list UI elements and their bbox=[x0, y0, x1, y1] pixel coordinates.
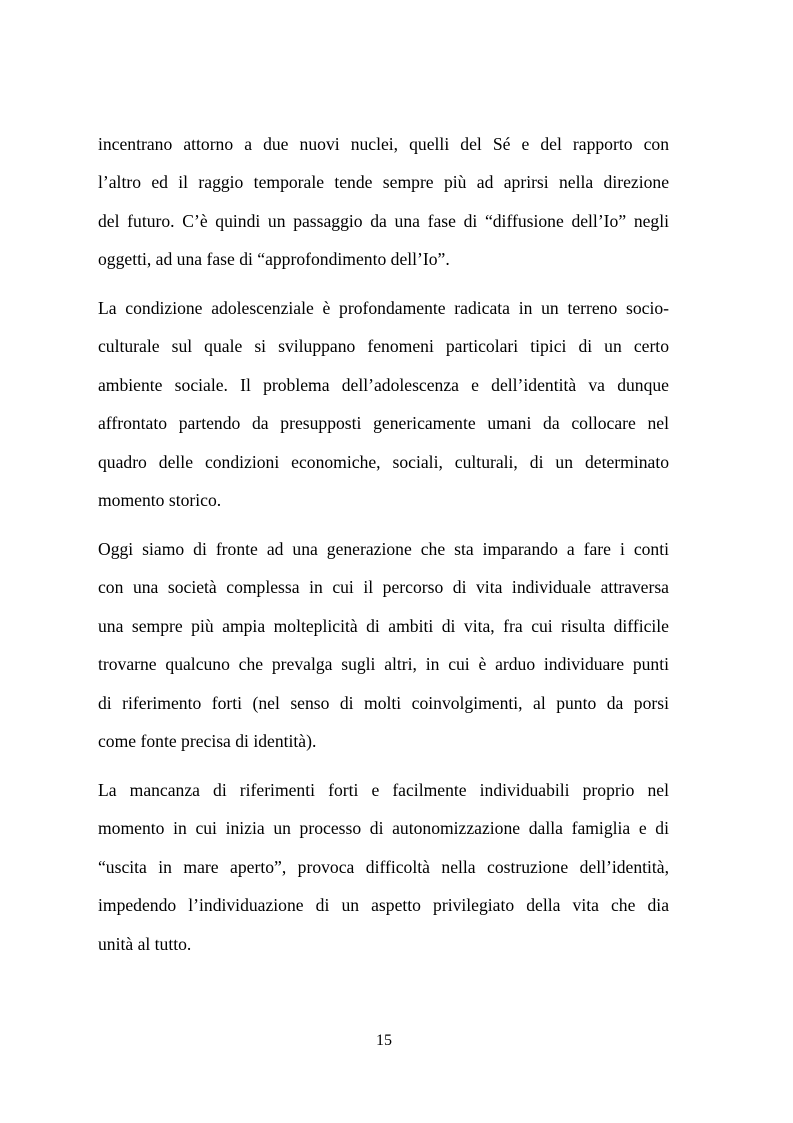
text-line: ambiente sociale. Il problema dell’adolescenza e dell’identità va dunque bbox=[98, 375, 669, 395]
text-line: come fonte precisa di identità). bbox=[98, 731, 317, 751]
text-line: quadro delle condizioni economiche, sociali, culturali, di un determinato bbox=[98, 452, 669, 472]
text-line: momento storico. bbox=[98, 490, 222, 510]
text-line: una sempre più ampia molteplicità di ambiti di vita, fra cui risulta difficile bbox=[98, 616, 669, 636]
text-line: affrontato partendo da presupposti genericamente umani da collocare nel bbox=[98, 413, 669, 433]
page-number: 15 bbox=[376, 1032, 392, 1049]
text-line: La mancanza di riferimenti forti e facilmente individuabili proprio nel bbox=[98, 780, 669, 800]
text-line: del futuro. C’è quindi un passaggio da una fase di “diffusione dell’Io” negli bbox=[98, 211, 669, 231]
text-line: oggetti, ad una fase di “approfondimento dell’Io”. bbox=[98, 249, 450, 269]
text-line: trovarne qualcuno che prevalga sugli altri, in cui è arduo individuare punti bbox=[98, 654, 669, 674]
text-line: momento in cui inizia un processo di autonomizzazione dalla famiglia e di bbox=[98, 818, 669, 838]
text-line: unità al tutto. bbox=[98, 934, 192, 954]
text-line: La condizione adolescenziale è profondamente radicata in un terreno socio- bbox=[98, 298, 669, 318]
text-line: culturale sul quale si sviluppano fenomeni particolari tipici di un certo bbox=[98, 336, 669, 356]
text-line: incentrano attorno a due nuovi nuclei, quelli del Sé e del rapporto con bbox=[98, 134, 669, 154]
text-line: Oggi siamo di fronte ad una generazione che sta imparando a fare i conti bbox=[98, 539, 669, 559]
text-line: di riferimento forti (nel senso di molti coinvolgimenti, al punto da porsi bbox=[98, 693, 669, 713]
text-line: “uscita in mare aperto”, provoca difficoltà nella costruzione dell’identità, bbox=[98, 857, 669, 877]
text-line: impedendo l’individuazione di un aspetto privilegiato della vita che dia bbox=[98, 895, 669, 915]
text-line: l’altro ed il raggio temporale tende sempre più ad aprirsi nella direzione bbox=[98, 172, 669, 192]
text-line: con una società complessa in cui il percorso di vita individuale attraversa bbox=[98, 577, 669, 597]
